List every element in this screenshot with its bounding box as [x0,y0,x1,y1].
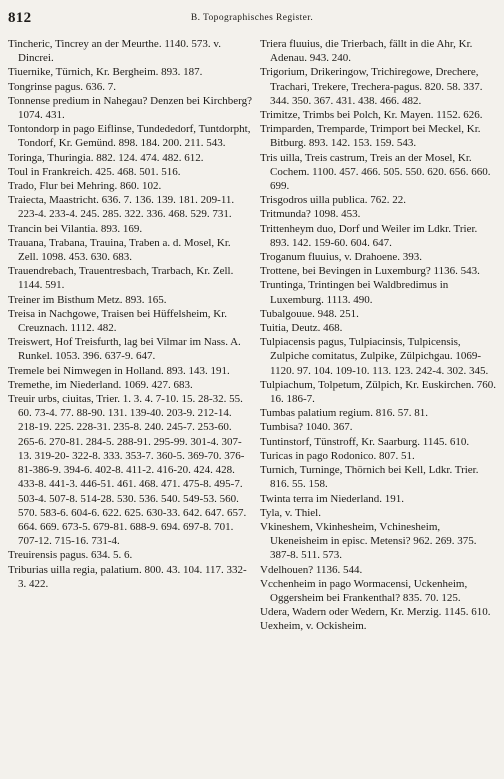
index-entry: Tremele bei Nimwegen in Holland. 893. 143. 191. [8,364,230,377]
index-entry: Trauendrebach, Trauentresbach, Trarbach, Kr. Zell. 1144. 591. [8,265,234,292]
index-entry: Uexheim, v. Ockisheim. [260,620,367,633]
index-entry: Tiuernike, Türnich, Kr. Bergheim. 893. 187. [8,66,203,79]
running-head: B. Topographisches Register. [190,13,314,23]
index-entry: Tritmunda? 1098. 453. [260,208,361,221]
index-entry: Turicas in pago Rodonico. 807. 51. [260,449,415,462]
index-entry: Tontondorp in pago Eiflinse, Tundededorf, Tuntdorpht, Tondorf, Kr. Gemünd. 898. 184. 200. 211. 543. [8,123,251,150]
index-entry: Tulpiacensis pagus, Tulpiacinsis, Tulpicensis, Zulpiche comitatus, Zulpike, Zülpichgau. 1069-1120. 97. 104. 109-10. 113. 123. 242-4. 302. 345. [260,336,489,377]
index-entry: Vdelhouen? 1136. 544. [260,563,363,576]
index-entry: Treisa in Nachgowe, Traisen bei Hüffelsheim, Kr. Creuznach. 1112. 482. [8,307,228,335]
index-entry: Tuitia, Deutz. 468. [260,322,343,335]
index-entry: Troganum fluuius, v. Drahoene. 393. [260,251,423,264]
index-entry: Trado, Flur bei Mehring. 860. 102. [8,180,162,193]
index-entry: Treuir urbs, ciuitas, Trier. 1. 3. 4. 7-10. 15. 28-32. 55. 60. 73-4. 77. 88-90. 131. 139-40. 203-9. 212-14. 218-19. 225. 228-31. 235-8. 240. 245-7. 253-60. 265-6. 270-81. 284-5. 288-91. 295-99. 301-4. 307-13. 319-20- 322-8. 333. 353-7. 360-5. 369-70. 376-81-386-9. 394-6. 402-8. 411-2. 416-20. 424. 428. 433-8. 441-3. 446-51. 461. 468. 471. 475-8. 495-7. 503-4. 507-8. 514-28. 530. 536. 540. 549-53. 560. 570. 583-6. 604-6. 622. 625. 630-33. 642. 647. 657. 664. 669. 673-5. 679-81. 688-9. 694. 697-8. 701. 707-12. 715-16. 731-4. [8,393,247,548]
index-entry: Treuirensis pagus. 634. 5. 6. [8,549,133,562]
index-entry: Tumbas palatium regium. 816. 57. 81. [260,407,428,420]
index-entry: Trottene, bei Bevingen in Luxemburg? 1136. 543. [260,265,480,278]
index-entry: Trigorium, Drikeringow, Trichiregowe, Drechere, Trachari, Trekere, Trechera-pagus. 820. 58. 337. 344. 350. 367. 431. 438. 466. 482. [260,66,483,107]
index-entry: Tulpiachum, Tolpetum, Zülpich, Kr. Euskirchen. 760. 16. 186-7. [260,378,497,406]
index-entry: Tremethe, im Niederland. 1069. 427. 683. [8,378,193,391]
index-entry: Twinta terra im Niederland. 191. [260,492,405,505]
index-entry: Vkineshem, Vkinhesheim, Vchinesheim, Ukeneisheim in episc. Metensi? 962. 269. 375. 387-8. 511. 573. [260,520,477,562]
index-entry: Triera fluuius, die Trierbach, fällt in die Ahr, Kr. Adenau. 943. 240. [260,38,473,65]
page-header [8,10,496,32]
index-entry: Tyla, v. Thiel. [260,506,321,519]
index-entry: Traiecta, Maastricht. 636. 7. 136. 139. 181. 209-11. 223-4. 233-4. 245. 285. 322. 336. 468. 529. 731. [8,194,235,221]
index-entry: Trimitze, Trimbs bei Polch, Kr. Mayen. 1152. 626. [260,109,483,122]
index-entry: Trisgodros uilla publica. 762. 22. [260,194,406,207]
index-entry: Tubalgouue. 948. 251. [260,307,359,320]
index-entry: Triburias uilla regia, palatium. 800. 43. 104. 117. 332-3. 422. [8,563,247,590]
index-entry: Toul in Frankreich. 425. 468. 501. 516. [8,165,181,178]
index-entry: Trimparden, Tremparde, Trimport bei Meckel, Kr. Bitburg. 893. 142. 153. 159. 543. [260,123,481,150]
index-entry: Treiner im Bisthum Metz. 893. 165. [8,293,167,306]
index-entry: Tuntinstorf, Tünstroff, Kr. Saarburg. 1145. 610. [260,435,470,448]
index-entry: Tongrinse pagus. 636. 7. [8,80,116,93]
right-column [260,37,498,634]
index-entry: Trauana, Trabana, Trauina, Traben a. d. Mosel, Kr. Zell. 1098. 453. 630. 683. [8,236,231,264]
index-entry: Tris uilla, Treis castrum, Treis an der Mosel, Kr. Cochem. 1100. 457. 466. 505. 550. 620. 656. 660. 699. [260,151,491,193]
index-entry: Toringa, Thuringia. 882. 124. 474. 482. 612. [8,151,204,164]
index-entry: Treiswert, Hof Treisfurth, lag bei Vilmar im Nass. A. Runkel. 1053. 396. 637-9. 647. [8,336,241,363]
page-number: 812 [8,10,32,26]
index-entry: Tincheric, Tincrey an der Meurthe. 1140. 573. v. Dincrei. [8,38,221,65]
left-column [8,37,252,591]
index-entry: Udera, Wadern oder Wedern, Kr. Merzig. 1145. 610. [260,606,491,619]
index-entry: Trancin bei Vilantia. 893. 169. [8,222,143,235]
index-entry: Vcchenheim in pago Wormacensi, Uckenheim, Oggersheim bei Frankenthal? 835. 70. 125. [260,577,468,604]
index-entry: Tonnense predium in Nahegau? Denzen bei Kirchberg? 1074. 431. [8,94,252,122]
index-entry: Turnich, Turninge, Thörnich bei Kell, Ldkr. Trier. 816. 55. 158. [260,464,479,491]
index-entry: Truntinga, Trintingen bei Waldbredimus in Luxemburg. 1113. 490. [260,279,449,306]
index-entry: Tumbisa? 1040. 367. [260,421,353,434]
index-entry: Trittenheym duo, Dorf und Weiler im Ldkr. Trier. 893. 142. 159-60. 604. 647. [260,222,478,249]
